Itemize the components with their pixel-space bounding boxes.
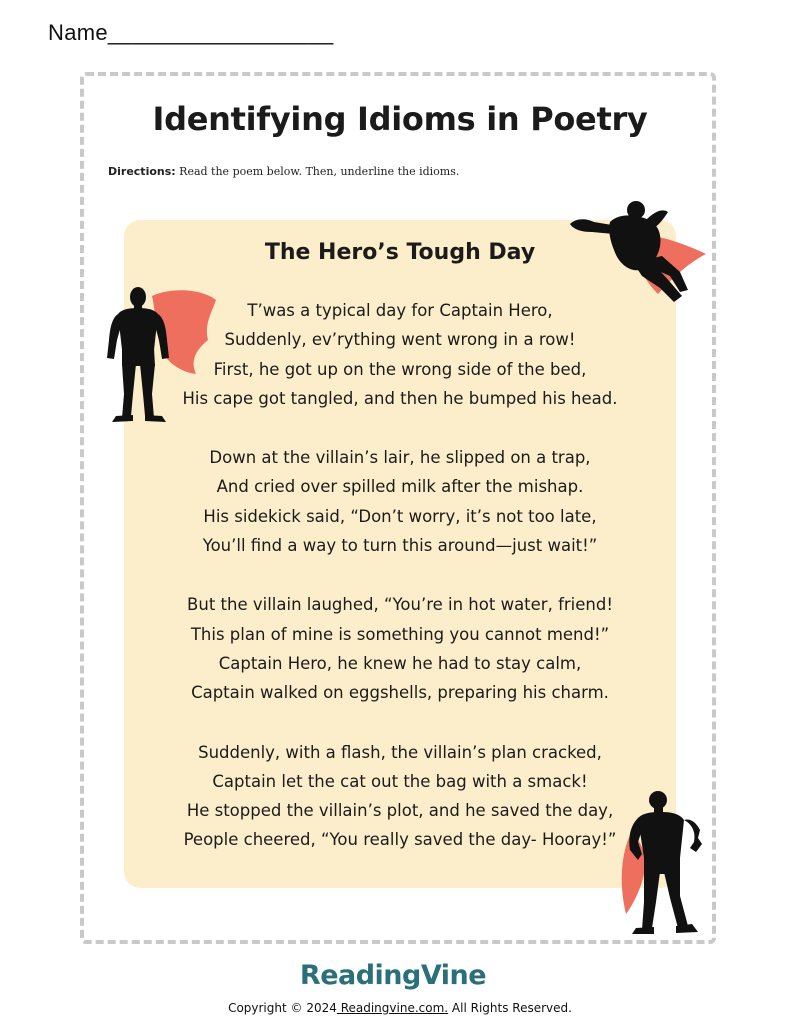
poem-line: His cape got tangled, and then he bumped his head.	[182, 388, 618, 408]
readingvine-link[interactable]: Readingvine.com.	[336, 1001, 449, 1015]
superhero-icon	[614, 786, 714, 938]
brand-logo: ReadingVine	[299, 960, 487, 991]
poem-line: People cheered, “You really saved the day- Hooray!”	[183, 830, 617, 850]
poem-line: First, he got up on the wrong side of the bed,	[213, 359, 587, 379]
poem-line: But the villain laughed, “You’re in hot water, friend!	[187, 595, 613, 615]
poem-line: He stopped the villain’s plot, and he saved the day,	[186, 801, 614, 821]
poem-line: Down at the villain’s lair, he slipped on a trap,	[209, 448, 591, 468]
student-name-field[interactable]: Name__________________	[48, 20, 334, 45]
poem-line: This plan of mine is something you cannot mend!”	[190, 624, 610, 644]
directions-label: Directions:	[108, 165, 176, 178]
directions-text: Read the poem below. Then, underline the idioms.	[175, 165, 460, 178]
poem-line: His sidekick said, “Don’t worry, it’s not too late,	[203, 506, 597, 526]
flying-superhero-icon	[562, 196, 710, 308]
poem-line: Captain Hero, he knew he had to stay calm,	[218, 653, 582, 673]
poem-line: Suddenly, ev’rything went wrong in a row!	[224, 330, 576, 350]
poem-line: You’ll find a way to turn this around—just wait!”	[202, 536, 598, 556]
copyright-prefix: Copyright © 2024	[228, 1001, 337, 1015]
poem-line: Captain walked on eggshells, preparing his charm.	[191, 683, 609, 703]
worksheet-title: Identifying Idioms in Poetry	[152, 100, 648, 138]
poem-stanza-3	[124, 590, 676, 707]
poem-line: Suddenly, with a flash, the villain’s plan cracked,	[198, 742, 602, 762]
poem-line: Captain let the cat out the bag with a smack!	[212, 771, 588, 791]
standing-superhero-icon	[100, 282, 224, 426]
poem-stanza-4	[124, 738, 676, 855]
poem-line: And cried over spilled milk after the mishap.	[216, 477, 584, 497]
copyright-suffix: All Rights Reserved.	[448, 1001, 572, 1015]
poem-line: T’was a typical day for Captain Hero,	[247, 301, 553, 320]
copyright-footer	[0, 1001, 800, 1015]
directions	[108, 165, 459, 178]
poem-title: The Hero’s Tough Day	[264, 240, 536, 265]
poem-stanza-2	[124, 443, 676, 560]
